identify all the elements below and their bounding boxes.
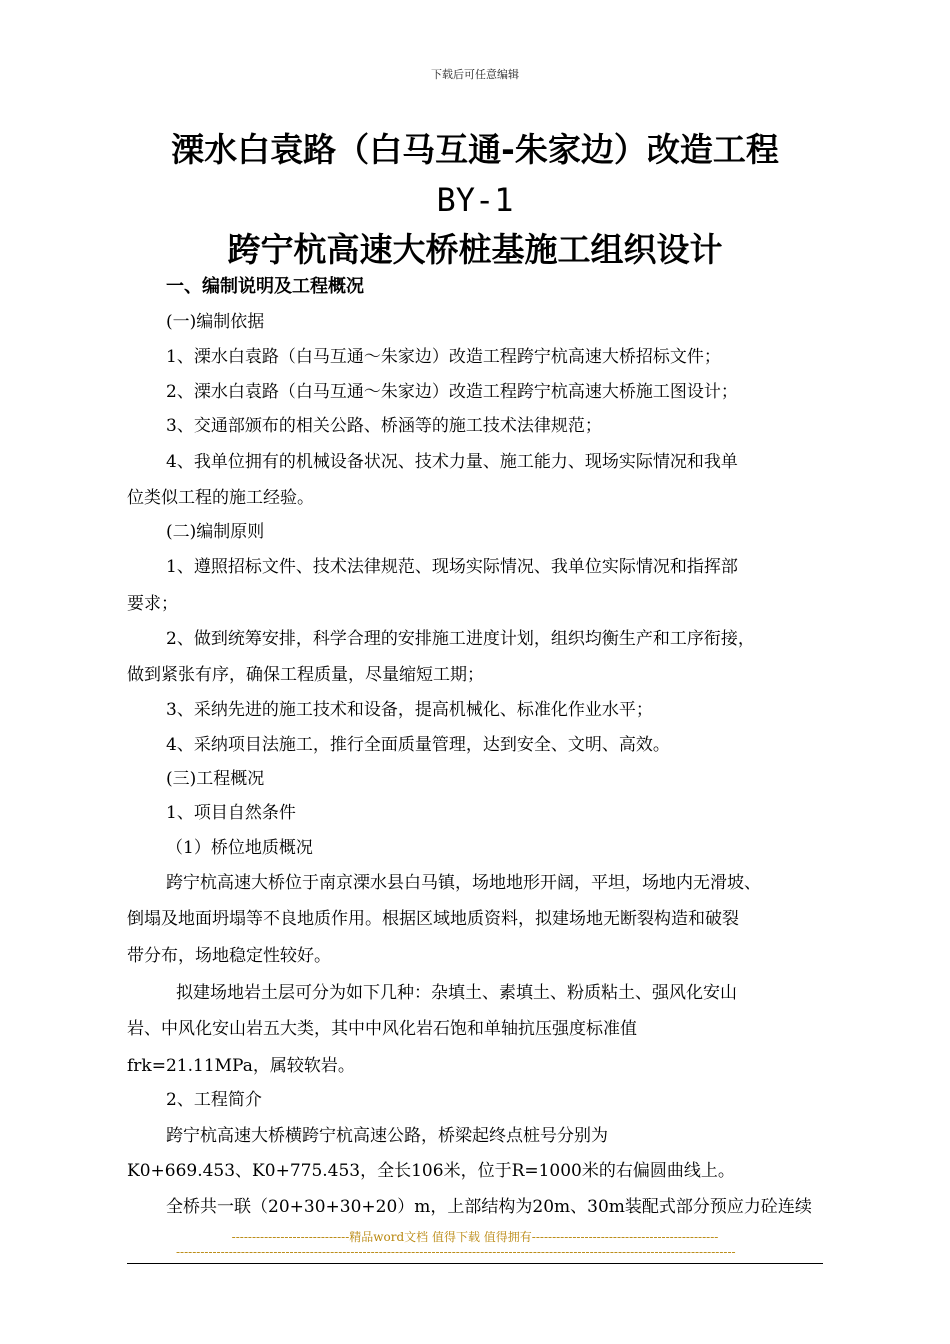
body-line: (二)编制原则 — [166, 522, 265, 542]
body-line: 4、我单位拥有的机械设备状况、技术力量、施工能力、现场实际情况和我单 — [166, 452, 738, 472]
footer-dash-line: ------------------------------------------------------------------------------------------------------------------------------------------ — [176, 1245, 736, 1259]
title-line-3: 跨宁杭高速大桥桩基施工组织设计 — [227, 230, 723, 269]
section-heading: 一、编制说明及工程概况 — [166, 276, 364, 297]
header-note: 下载后可任意编辑 — [431, 68, 519, 81]
body-line: 全桥共一联（20+30+30+20）m，上部结构为20m、30m装配式部分预应力砼连续 — [166, 1197, 812, 1217]
footer-banner: -----------------------------精品word文档 值得下载 值得拥有---------------------------------------------- — [231, 1230, 719, 1244]
body-line: 拟建场地岩土层可分为如下几种：杂填土、素填土、粉质粘土、强风化安山 — [176, 983, 737, 1003]
body-line: 2、溧水白袁路（白马互通～朱家边）改造工程跨宁杭高速大桥施工图设计； — [166, 382, 738, 402]
body-line: 1、溧水白袁路（白马互通～朱家边）改造工程跨宁杭高速大桥招标文件； — [166, 347, 721, 367]
body-line: (三)工程概况 — [166, 769, 265, 789]
body-line: 跨宁杭高速大桥横跨宁杭高速公路，桥梁起终点桩号分别为 — [166, 1126, 608, 1146]
body-line: 岩、中风化安山岩五大类，其中中风化岩石饱和单轴抗压强度标准值 — [127, 1019, 637, 1039]
body-line: 做到紧张有序，确保工程质量，尽量缩短工期； — [127, 665, 484, 685]
title-line-1: 溧水白袁路（白马互通-朱家边）改造工程 — [171, 130, 779, 169]
body-line: （1）桥位地质概况 — [166, 838, 313, 858]
body-line: 1、遵照招标文件、技术法律规范、现场实际情况、我单位实际情况和指挥部 — [166, 557, 738, 577]
body-line: 1、项目自然条件 — [166, 803, 296, 823]
body-line: 跨宁杭高速大桥位于南京溧水县白马镇，场地地形开阔，平坦，场地内无滑坡、 — [166, 873, 761, 893]
body-line: frk=21.11MPa，属较软岩。 — [127, 1056, 355, 1076]
body-line: 3、交通部颁布的相关公路、桥涵等的施工技术法律规范； — [166, 416, 602, 436]
body-line: 带分布，场地稳定性较好。 — [127, 946, 331, 966]
body-line: 倒塌及地面坍塌等不良地质作用。根据区域地质资料，拟建场地无断裂构造和破裂 — [127, 909, 739, 929]
footer-divider — [127, 1263, 823, 1264]
body-line: 4、采纳项目法施工，推行全面质量管理，达到安全、文明、高效。 — [166, 735, 670, 755]
body-line: 3、采纳先进的施工技术和设备，提高机械化、标准化作业水平； — [166, 700, 653, 720]
body-line: 位类似工程的施工经验。 — [127, 488, 314, 508]
body-line: 要求； — [127, 594, 178, 614]
body-line: (一)编制依据 — [166, 312, 265, 332]
body-line: 2、做到统筹安排，科学合理的安排施工进度计划，组织均衡生产和工序衔接， — [166, 629, 755, 649]
body-line: 2、工程简介 — [166, 1090, 262, 1110]
body-line: K0+669.453、K0+775.453，全长106米，位于R=1000米的右偏圆曲线上。 — [127, 1161, 735, 1181]
title-line-2: BY-1 — [436, 181, 514, 219]
